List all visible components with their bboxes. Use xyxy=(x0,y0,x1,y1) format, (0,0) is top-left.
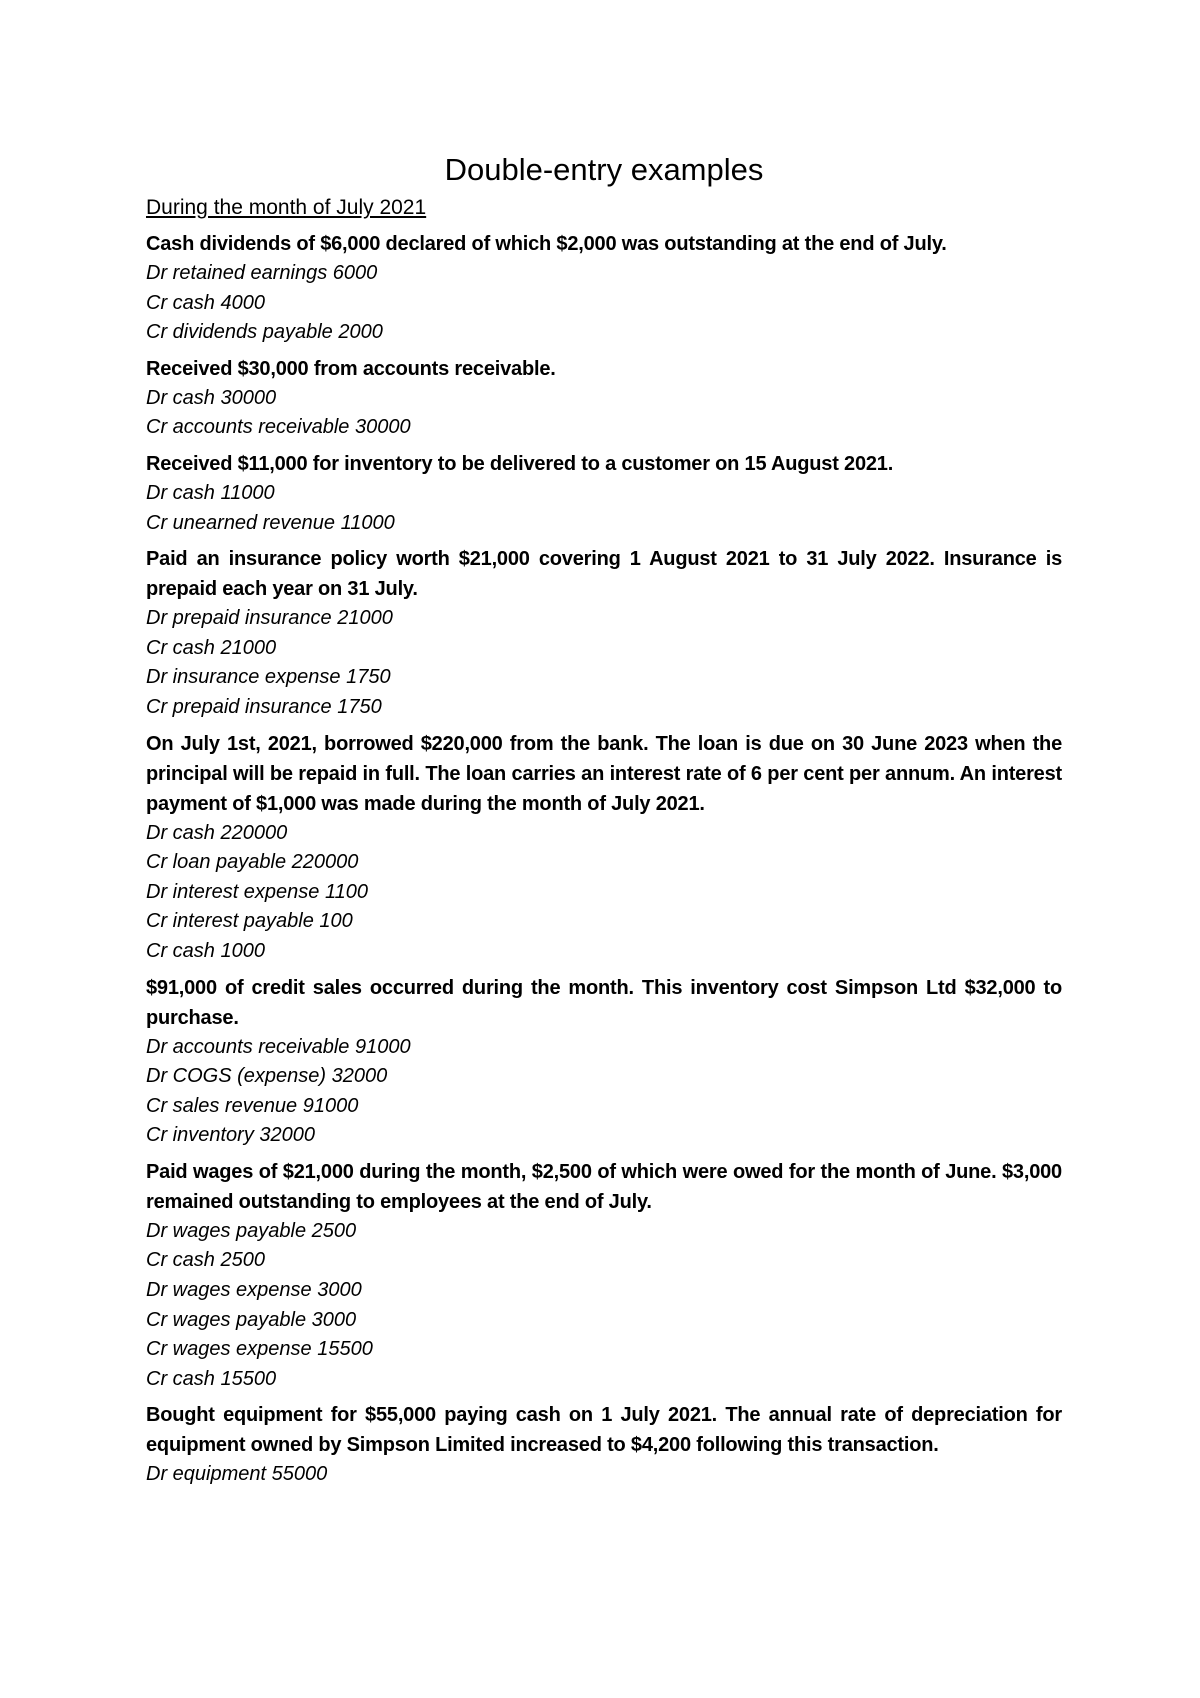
transaction-block xyxy=(146,1400,1062,1490)
journal-entry: Dr prepaid insurance 21000 xyxy=(146,607,393,630)
transaction-list xyxy=(146,229,1062,1490)
journal-entry: Cr wages payable 3000 xyxy=(146,1308,357,1331)
journal-entry: Dr accounts receivable 91000 xyxy=(146,1035,411,1058)
journal-entry: Dr equipment 55000 xyxy=(146,1463,328,1486)
journal-entry: Dr COGS (expense) 32000 xyxy=(146,1065,388,1088)
journal-entry: Cr sales revenue 91000 xyxy=(146,1094,359,1117)
journal-entry: Cr dividends payable 2000 xyxy=(146,321,383,344)
journal-entry: Cr inventory 32000 xyxy=(146,1124,315,1147)
journal-entry: Dr wages payable 2500 xyxy=(146,1219,357,1242)
transaction-description: $91,000 of credit sales occurred during the month. This inventory cost Simpson Ltd $32,000 to purchase. xyxy=(146,976,1062,1029)
journal-entry: Cr accounts receivable 30000 xyxy=(146,416,411,439)
journal-entry: Dr insurance expense 1750 xyxy=(146,666,391,689)
period-heading: During the month of July 2021 xyxy=(146,196,427,219)
transaction-block xyxy=(146,973,1062,1151)
journal-entry: Cr loan payable 220000 xyxy=(146,851,359,874)
transaction-description: On July 1st, 2021, borrowed $220,000 from the bank. The loan is due on 30 June 2023 when the principal will be repaid in full. The loan carries an interest rate of 6 per cent per annum. An interest payment of $1,000 was made during the month of July 2021. xyxy=(146,732,1062,815)
transaction-description: Bought equipment for $55,000 paying cash on 1 July 2021. The annual rate of depreciation for equipment owned by Simpson Limited increased to $4,200 following this transaction. xyxy=(146,1404,1062,1457)
journal-entry: Dr cash 11000 xyxy=(146,481,275,504)
journal-entry: Cr cash 2500 xyxy=(146,1249,265,1272)
journal-entry: Cr cash 1000 xyxy=(146,939,265,962)
document-title: Double-entry examples xyxy=(444,152,764,187)
journal-entry: Cr wages expense 15500 xyxy=(146,1338,373,1361)
journal-entry: Cr unearned revenue 11000 xyxy=(146,511,395,534)
journal-entry: Cr cash 21000 xyxy=(146,636,277,659)
transaction-block xyxy=(146,1157,1062,1395)
journal-entry: Dr cash 220000 xyxy=(146,821,288,844)
transaction-description: Paid an insurance policy worth $21,000 covering 1 August 2021 to 31 July 2022. Insurance is prepaid each year on 31 July. xyxy=(146,548,1062,601)
transaction-block xyxy=(146,229,1062,348)
transaction-block xyxy=(146,729,1062,967)
transaction-block xyxy=(146,449,1062,538)
journal-entry: Dr retained earnings 6000 xyxy=(146,262,378,284)
journal-entry: Dr interest expense 1100 xyxy=(146,880,368,903)
journal-entry: Cr cash 4000 xyxy=(146,291,265,314)
journal-entry: Cr interest payable 100 xyxy=(146,910,353,933)
transaction-description: Paid wages of $21,000 during the month, $2,500 of which were owed for the month of June. $3,000 remained outstanding to employees at the end of July. xyxy=(146,1160,1062,1213)
journal-entry: Cr cash 15500 xyxy=(146,1367,277,1390)
journal-entry: Dr wages expense 3000 xyxy=(146,1279,362,1302)
transaction-block xyxy=(146,354,1062,443)
document-content xyxy=(146,150,1062,1496)
transaction-block xyxy=(146,544,1062,722)
transaction-description: Cash dividends of $6,000 declared of which $2,000 was outstanding at the end of July. xyxy=(146,233,947,255)
transaction-description: Received $30,000 from accounts receivable. xyxy=(146,357,556,380)
journal-entry: Cr prepaid insurance 1750 xyxy=(146,695,382,718)
journal-entry: Dr cash 30000 xyxy=(146,386,277,409)
transaction-description: Received $11,000 for inventory to be delivered to a customer on 15 August 2021. xyxy=(146,452,894,475)
